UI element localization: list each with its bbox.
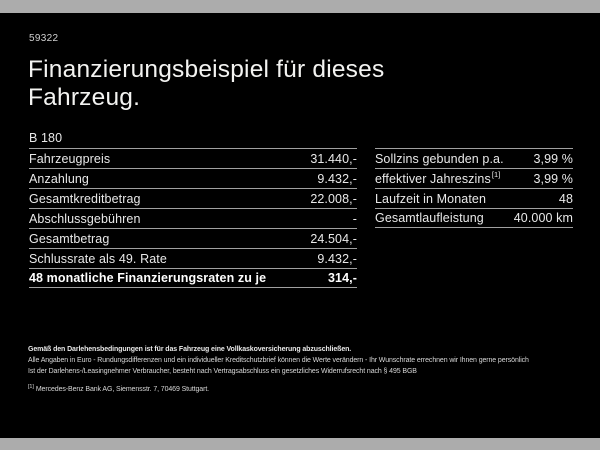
footnote-marker: [1] [28,383,34,390]
row-label-text: effektiver Jahreszins [375,171,491,186]
table-row-fahrzeugpreis [29,148,357,168]
bottom-letterbox-bar [0,438,600,450]
table-row-sollzins [375,148,573,168]
page-title [28,56,384,112]
table-row-monatsrate [29,268,357,288]
footer-disclaimer-line1: Alle Angaben in Euro - Rundungsdifferenzen und ein individueller Kreditschutzbrief können die Werte verändern - Ihr Wunschrate errechnen wir Ihnen gerne persönlich [28,357,529,364]
footer-disclaimer-line2: Ist der Darlehens-/Leasingnehmer Verbraucher, besteht nach Vertragsabschluss ein gesetzliches Widerrufsrecht nach § 495 BGB [28,368,417,375]
finance-table-left [29,128,357,288]
table-spacer [375,128,573,148]
row-label: Gesamtlaufleistung [375,211,484,225]
row-label: Schlussrate als 49. Rate [29,251,167,266]
table-row-gesamtkreditbetrag [29,188,357,208]
finance-table-right [375,128,573,288]
row-label: Fahrzeugpreis [29,151,111,166]
row-label: Gesamtkreditbetrag [29,191,141,206]
ref-number: 59322 [29,33,59,44]
footnote-ref-icon: [1] [491,170,501,180]
footer-insurance-note: Gemäß den Darlehensbedingungen ist für das Fahrzeug eine Vollkaskoversicherung abzuschließen. [28,346,352,353]
table-row-schlussrate [29,248,357,268]
row-value: 22.008,- [310,191,357,206]
page-title-line2: Fahrzeug. [28,84,141,111]
row-label: Abschlussgebühren [29,211,141,226]
financing-tables [29,128,573,288]
footnote-bank-address [28,384,588,395]
legal-footer [28,344,588,395]
table-row-laufzeit [375,188,573,208]
row-value: 40.000 km [513,211,573,225]
row-value: 48 [558,191,573,206]
row-label: Gesamtbetrag [29,231,110,246]
top-letterbox-bar [0,0,600,13]
row-label [375,172,500,186]
row-label: Anzahlung [29,171,89,186]
table-row-effektiver-jahreszins [375,168,573,188]
row-value: 31.440,- [310,151,357,166]
model-label: B 180 [29,131,63,145]
model-row [29,128,357,148]
row-value: 3,99 % [533,171,573,186]
page-title-line1: Finanzierungsbeispiel für dieses [28,56,385,83]
row-label: Laufzeit in Monaten [375,191,487,206]
row-label: 48 monatliche Finanzierungsraten zu je [29,271,267,285]
footnote-text: Mercedes-Benz Bank AG, Siemensstr. 7, 70469 Stuttgart. [35,386,210,393]
row-value: 9.432,- [317,251,357,266]
table-row-abschlussgebuehren [29,208,357,228]
row-value: - [352,211,357,226]
table-row-gesamtbetrag [29,228,357,248]
row-value: 3,99 % [533,151,573,166]
table-row-anzahlung [29,168,357,188]
row-value: 24.504,- [310,231,357,246]
table-row-gesamtlaufleistung [375,208,573,228]
row-value: 314,- [328,271,357,285]
row-value: 9.432,- [317,171,357,186]
row-label: Sollzins gebunden p.a. [375,151,504,166]
